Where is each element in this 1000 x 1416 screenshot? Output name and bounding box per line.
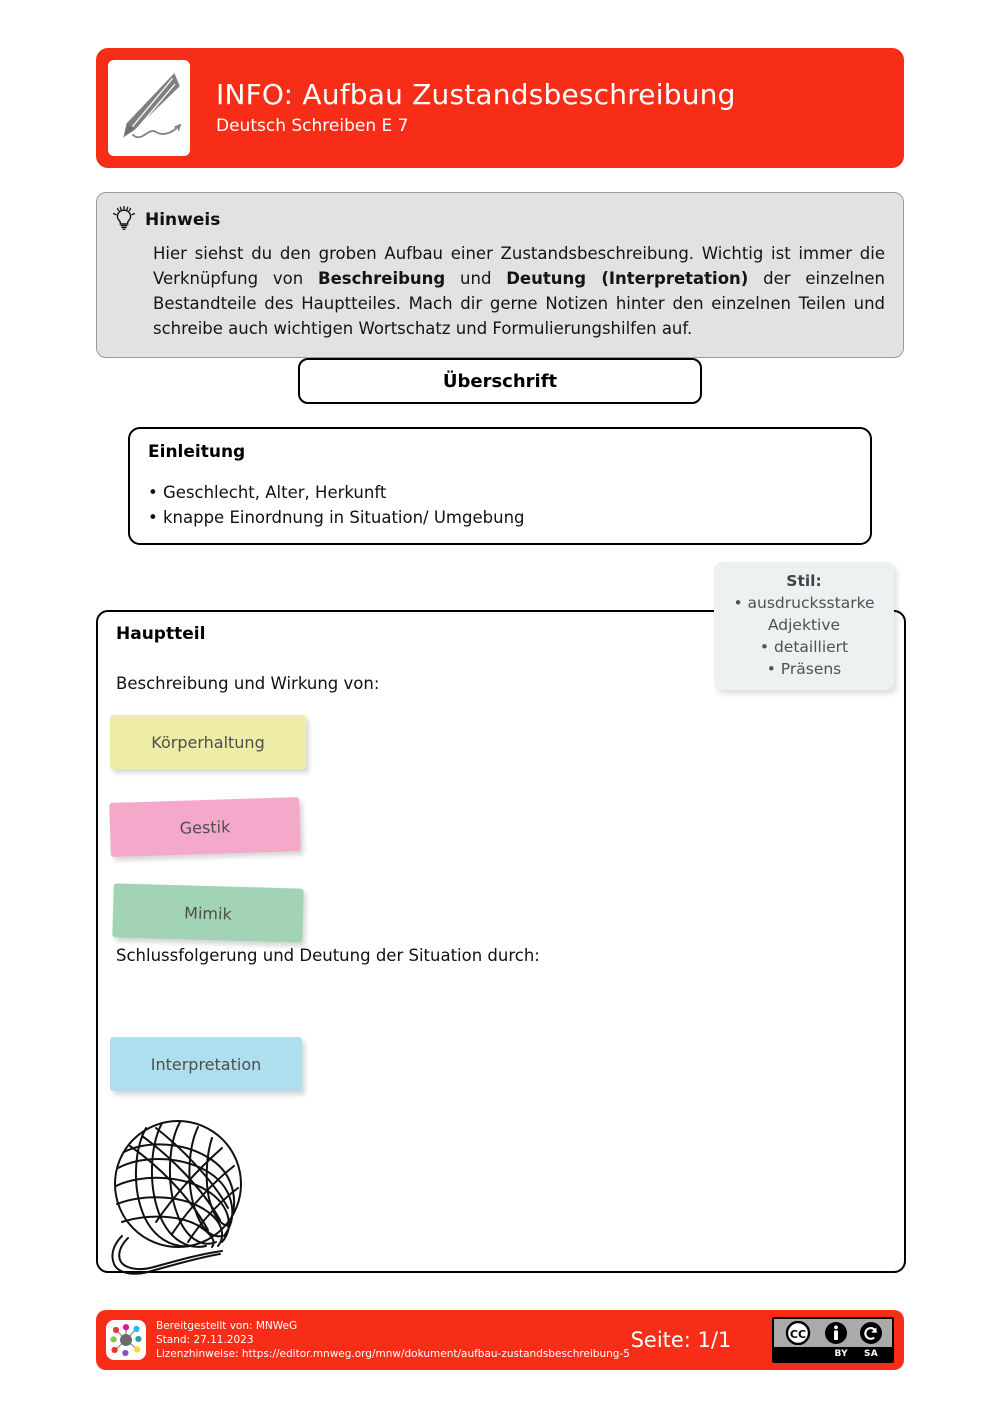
lightbulb-icon <box>111 205 137 235</box>
sticky-note-gestik[interactable] <box>109 797 301 857</box>
hint-box <box>96 192 904 358</box>
footer-license-link[interactable]: Lizenzhinweise: https://editor.mnweg.org/mnw/dokument/aufbau-zustandsbeschreibung-5 <box>156 1348 630 1360</box>
cc-by-label: BY <box>834 1349 848 1359</box>
hint-body <box>153 241 885 341</box>
footer-date: Stand: 27.11.2023 <box>156 1334 254 1346</box>
stil-note-line: Adjektive <box>767 616 841 634</box>
ueberschrift-label: Überschrift <box>442 370 558 392</box>
list-item: • knappe Einordnung in Situation/ Umgebung <box>148 508 525 527</box>
cc-by-sa-icon <box>772 1317 894 1363</box>
einleitung-bullets <box>148 480 852 530</box>
pencil-icon <box>108 60 190 156</box>
page-number: Seite: 1/1 <box>630 1328 732 1352</box>
yarn-ball-icon <box>100 1112 270 1282</box>
cc-sa-label: SA <box>863 1349 878 1359</box>
hint-bold-beschreibung: Beschreibung <box>318 269 446 288</box>
hint-text-part-3: der einzelnen Bestandteile des Hauptteiles. Mach dir gerne Notizen hinter den einzelnen Teilen und schreibe auch wichtigen Wortschatz und Formulierungshilfen auf. <box>153 269 886 338</box>
sticky-note-koerperhaltung[interactable] <box>110 715 306 769</box>
sticky-note-label: Interpretation <box>150 1054 262 1074</box>
hauptteil-heading: Hauptteil <box>116 624 206 644</box>
footer-meta <box>156 1319 630 1361</box>
stil-note-line: • Präsens <box>766 660 842 678</box>
mnweg-logo <box>106 1320 146 1360</box>
page-subtitle: Deutsch Schreiben E 7 <box>216 116 409 136</box>
ueberschrift-box <box>298 358 702 404</box>
hint-bold-deutung: Deutung (Interpretation) <box>506 269 749 288</box>
document-footer <box>96 1310 904 1370</box>
hauptteil-label-schluss: Schlussfolgerung und Deutung der Situation durch: <box>116 946 540 965</box>
footer-provider: Bereitgestellt von: MNWeG <box>156 1320 298 1332</box>
svg-text:CC: CC <box>790 1328 807 1341</box>
sticky-note-label: Gestik <box>179 816 231 838</box>
einleitung-box <box>128 427 872 545</box>
stil-note-title: Stil: <box>786 572 822 590</box>
sticky-note-stil[interactable] <box>714 562 894 690</box>
einleitung-heading: Einleitung <box>148 442 246 462</box>
hint-title: Hinweis <box>145 210 221 230</box>
hint-text-part-2: und <box>445 269 507 288</box>
document-header <box>96 48 904 168</box>
sticky-note-mimik[interactable] <box>112 883 303 942</box>
hauptteil-label-beschreibung: Beschreibung und Wirkung von: <box>116 674 380 693</box>
sticky-note-label: Körperhaltung <box>151 732 265 752</box>
list-item: • Geschlecht, Alter, Herkunft <box>148 483 387 502</box>
cc-labels-row <box>774 1347 892 1361</box>
stil-note-line: • detailliert <box>759 638 849 656</box>
sticky-note-interpretation[interactable] <box>110 1037 302 1091</box>
hint-header <box>111 205 885 235</box>
sticky-note-label: Mimik <box>183 902 233 924</box>
stil-note-line: • ausdrucksstarke <box>733 594 875 612</box>
hint-text-part-1: Hier siehst du den groben Aufbau einer Zustandsbeschreibung. Wichtig ist immer die Verknüpfung von <box>153 244 885 288</box>
cc-icons-row <box>774 1319 892 1347</box>
page-title: INFO: Aufbau Zustandsbeschreibung <box>216 78 736 111</box>
header-text-block <box>216 78 736 138</box>
